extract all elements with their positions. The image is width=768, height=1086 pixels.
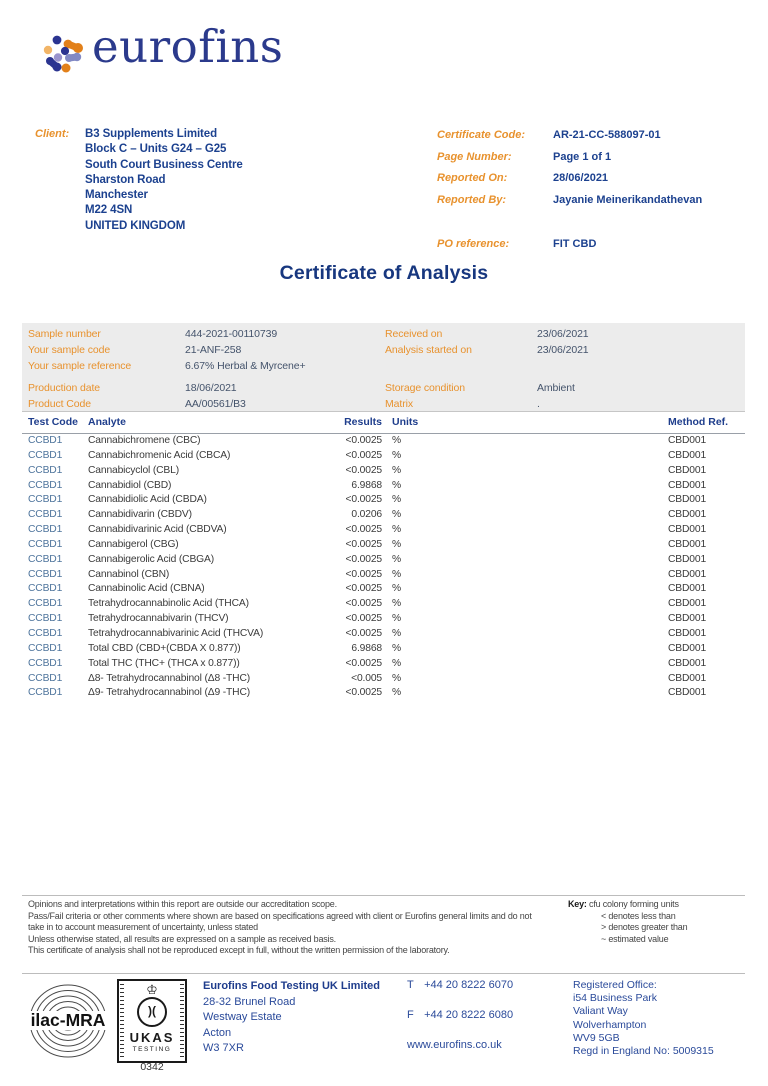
field-value: .: [537, 398, 540, 411]
table-row: [22, 508, 745, 523]
field-value: 23/06/2021: [537, 344, 589, 357]
footer-address-line: Westway Estate: [203, 1011, 282, 1023]
table-row: [22, 434, 745, 449]
meta-label: Reported By:: [437, 194, 507, 206]
footer-address-line: W3 7XR: [203, 1042, 244, 1054]
production-info-band: [22, 377, 745, 411]
table-row: [22, 597, 745, 612]
disclaimer-block: [28, 899, 532, 957]
result-cell: <0.0025: [345, 464, 382, 476]
table-row: [22, 479, 745, 494]
production-info-row: [22, 396, 745, 412]
table-row: [22, 493, 745, 508]
result-cell: <0.0025: [345, 524, 382, 536]
test-code-cell: CCBD1: [28, 613, 63, 625]
method-cell: CBD001: [668, 627, 707, 639]
key-block: [568, 899, 687, 945]
field-label: Storage condition: [385, 382, 466, 394]
sample-info-row: [22, 342, 745, 358]
ilac-mra-text: ilac-MRA: [30, 1010, 106, 1030]
field-label: Your sample code: [28, 344, 111, 357]
meta-row-reported-by: [437, 194, 703, 206]
units-cell: %: [392, 642, 402, 654]
method-cell: CBD001: [668, 449, 707, 461]
ukas-accreditation-number: 0342: [140, 1061, 164, 1073]
field-label: Product Code: [28, 398, 92, 411]
result-cell: <0.0025: [345, 435, 382, 446]
ukas-symbol-icon: )(: [137, 997, 167, 1027]
method-cell: CBD001: [668, 479, 707, 491]
ukas-name: UKAS: [129, 1030, 175, 1045]
key-line: ~ estimated value: [601, 933, 669, 944]
client-line: South Court Business Centre: [85, 158, 243, 171]
test-code-cell: CCBD1: [28, 568, 63, 580]
divider: [22, 895, 745, 896]
result-cell: 6.9868: [351, 479, 382, 491]
footer-telephone: [407, 979, 513, 991]
telephone-prefix: T: [407, 979, 414, 991]
units-cell: %: [392, 568, 402, 580]
result-cell: <0.0025: [345, 538, 382, 550]
units-cell: %: [392, 553, 402, 565]
eurofins-logo-icon: [30, 22, 92, 78]
ukas-subtitle: TESTING: [132, 1046, 172, 1053]
analyte-cell: Total CBD (CBD+(CBDA X 0.877)): [88, 642, 241, 654]
fax-number: +44 20 8222 6080: [424, 1009, 514, 1021]
table-row: [22, 627, 745, 642]
registered-office-line: WV9 5GB: [573, 1031, 620, 1044]
analyte-cell: Cannabidiol (CBD): [88, 479, 172, 491]
crown-icon: ♔: [146, 982, 158, 997]
results-table-body: [22, 434, 745, 701]
sample-info-row: [22, 358, 745, 374]
meta-value: 28/06/2021: [553, 172, 609, 184]
method-cell: CBD001: [668, 687, 707, 699]
key-label: Key:: [568, 899, 587, 909]
disclaimer-line: take in to account measurement of uncertainty, unless stated: [28, 922, 258, 933]
test-code-cell: CCBD1: [28, 479, 63, 491]
units-cell: %: [392, 524, 402, 536]
analyte-cell: Cannabigerolic Acid (CBGA): [88, 553, 215, 565]
client-line: M22 4SN: [85, 204, 133, 217]
test-code-cell: CCBD1: [28, 583, 63, 595]
column-header-results: Results: [344, 416, 382, 428]
method-cell: CBD001: [668, 613, 707, 625]
analyte-cell: Tetrahydrocannabinolic Acid (THCA): [88, 598, 249, 610]
client-line: Manchester: [85, 189, 148, 202]
method-cell: CBD001: [668, 568, 707, 580]
field-value: 6.67% Herbal & Myrcene+: [185, 360, 306, 373]
client-line: UNITED KINGDOM: [85, 219, 186, 232]
units-cell: %: [392, 598, 402, 610]
disclaimer-line: Pass/Fail criteria or other comments where shown are based on specifications agreed with client or Eurofins general limits and do not: [28, 910, 532, 921]
analyte-cell: Cannabidivarinic Acid (CBDVA): [88, 524, 227, 536]
result-cell: <0.0025: [345, 613, 382, 625]
field-label: Analysis started on: [385, 344, 472, 357]
table-row: [22, 642, 745, 657]
table-row: [22, 582, 745, 597]
production-info-row: [22, 380, 745, 396]
method-cell: CBD001: [668, 524, 707, 536]
field-value: 21-ANF-258: [185, 344, 242, 357]
client-line: Sharston Road: [85, 173, 166, 186]
registered-office-line: i54 Business Park: [573, 992, 658, 1005]
result-cell: <0.0025: [345, 627, 382, 639]
meta-row-page-number: [437, 151, 612, 163]
table-row: [22, 612, 745, 627]
registered-office-line: Regd in England No: 5009315: [573, 1045, 714, 1058]
method-cell: CBD001: [668, 538, 707, 550]
units-cell: %: [392, 583, 402, 595]
meta-label: PO reference:: [437, 238, 510, 250]
result-cell: <0.005: [351, 672, 382, 684]
table-row: [22, 449, 745, 464]
result-cell: <0.0025: [345, 687, 382, 699]
units-cell: %: [392, 449, 402, 461]
meta-row-certificate-code: [437, 129, 661, 141]
field-value: 18/06/2021: [185, 382, 237, 394]
units-cell: %: [392, 672, 402, 684]
meta-row-po-reference: [437, 238, 597, 250]
meta-label: Certificate Code:: [437, 129, 526, 141]
analyte-cell: Tetrahydrocannabivarinic Acid (THCVA): [88, 627, 264, 639]
field-label: Received on: [385, 328, 443, 340]
table-row: [22, 538, 745, 553]
method-cell: CBD001: [668, 583, 707, 595]
analyte-cell: Cannabidiolic Acid (CBDA): [88, 494, 207, 506]
field-value: AA/00561/B3: [185, 398, 246, 411]
field-label: Production date: [28, 382, 101, 394]
analyte-cell: Δ9- Tetrahydrocannabinol (Δ9 -THC): [88, 687, 251, 699]
result-cell: 6.9868: [351, 642, 382, 654]
column-header-method: Method Ref.: [668, 416, 729, 428]
units-cell: %: [392, 464, 402, 476]
column-header-units: Units: [392, 416, 419, 428]
result-cell: <0.0025: [345, 598, 382, 610]
eurofins-logo-wordmark: eurofins: [92, 20, 284, 73]
field-value: Ambient: [537, 382, 575, 394]
table-row: [22, 568, 745, 583]
page-title: Certificate of Analysis: [279, 262, 489, 284]
table-row: [22, 657, 745, 672]
result-cell: <0.0025: [345, 583, 382, 595]
table-row: [22, 464, 745, 479]
disclaimer-line: This certificate of analysis shall not be reproduced except in full, without the written permission of the laboratory.: [28, 945, 450, 956]
test-code-cell: CCBD1: [28, 494, 63, 506]
disclaimer-line: Opinions and interpretations within this report are outside our accreditation scope.: [28, 899, 337, 909]
units-cell: %: [392, 509, 402, 521]
registered-office-line: Valiant Way: [573, 1005, 628, 1018]
ukas-logo: [117, 979, 187, 1063]
ilac-mra-logo-icon: [26, 982, 110, 1060]
units-cell: %: [392, 613, 402, 625]
footer-website: www.eurofins.co.uk: [407, 1039, 502, 1051]
field-value: 23/06/2021: [537, 328, 589, 340]
sample-info-row: [22, 326, 745, 342]
method-cell: CBD001: [668, 464, 707, 476]
test-code-cell: CCBD1: [28, 687, 63, 699]
analyte-cell: Cannabigerol (CBG): [88, 538, 179, 550]
meta-value: AR-21-CC-588097-01: [553, 129, 661, 141]
footer-address-line: 28-32 Brunel Road: [203, 995, 296, 1008]
test-code-cell: CCBD1: [28, 509, 63, 521]
analyte-cell: Cannabichromene (CBC): [88, 435, 201, 446]
analyte-cell: Cannabinol (CBN): [88, 568, 170, 580]
divider: [22, 973, 745, 974]
units-cell: %: [392, 538, 402, 550]
method-cell: CBD001: [668, 672, 707, 684]
field-label: Matrix: [385, 398, 413, 411]
footer-company-name: Eurofins Food Testing UK Limited: [203, 980, 381, 992]
units-cell: %: [392, 627, 402, 639]
client-address-block: [85, 127, 243, 234]
result-cell: 0.0206: [351, 509, 382, 521]
key-first-line: [568, 899, 687, 911]
footer-fax: [407, 1009, 513, 1021]
method-cell: CBD001: [668, 553, 707, 565]
field-value: 444-2021-00110739: [185, 328, 278, 340]
field-label: Sample number: [28, 328, 101, 340]
footer-company-block: [203, 979, 380, 1057]
table-row: [22, 672, 745, 687]
method-cell: CBD001: [668, 642, 707, 654]
client-label: Client:: [35, 128, 70, 140]
test-code-cell: CCBD1: [28, 672, 63, 684]
analyte-cell: Cannabicyclol (CBL): [88, 464, 180, 476]
method-cell: CBD001: [668, 435, 707, 446]
footer-registered-office-block: [573, 979, 714, 1058]
method-cell: CBD001: [668, 657, 707, 669]
test-code-cell: CCBD1: [28, 553, 63, 565]
method-cell: CBD001: [668, 494, 707, 506]
table-row: [22, 553, 745, 568]
method-cell: CBD001: [668, 598, 707, 610]
units-cell: %: [392, 435, 402, 446]
result-cell: <0.0025: [345, 494, 382, 506]
disclaimer-line: Unless otherwise stated, all results are expressed on a sample as received basis.: [28, 933, 336, 944]
meta-label: Page Number:: [437, 151, 512, 163]
test-code-cell: CCBD1: [28, 464, 63, 476]
sample-info-band: [22, 323, 745, 377]
test-code-cell: CCBD1: [28, 627, 63, 639]
client-line: B3 Supplements Limited: [85, 128, 217, 140]
meta-row-reported-on: [437, 172, 609, 184]
registered-office-line: Registered Office:: [573, 979, 657, 991]
result-cell: <0.0025: [345, 657, 382, 669]
fax-prefix: F: [407, 1009, 414, 1021]
meta-value: FIT CBD: [553, 238, 597, 250]
registered-office-line: Wolverhampton: [573, 1018, 647, 1031]
analyte-cell: Cannabinolic Acid (CBNA): [88, 583, 205, 595]
client-line: Block C – Units G24 – G25: [85, 143, 227, 156]
meta-value: Jayanie Meinerikandathevan: [553, 194, 703, 206]
analyte-cell: Total THC (THC+ (THCA x 0.877)): [88, 657, 240, 669]
method-cell: CBD001: [668, 509, 707, 521]
units-cell: %: [392, 479, 402, 491]
units-cell: %: [392, 494, 402, 506]
field-label: Your sample reference: [28, 360, 132, 373]
test-code-cell: CCBD1: [28, 538, 63, 550]
units-cell: %: [392, 657, 402, 669]
test-code-cell: CCBD1: [28, 524, 63, 536]
result-cell: <0.0025: [345, 449, 382, 461]
table-row: [22, 523, 745, 538]
key-line: < denotes less than: [601, 910, 676, 921]
analyte-cell: Tetrahydrocannabivarin (THCV): [88, 613, 229, 625]
test-code-cell: CCBD1: [28, 449, 63, 461]
table-row: [22, 686, 745, 701]
result-cell: <0.0025: [345, 553, 382, 565]
analyte-cell: Cannabidivarin (CBDV): [88, 509, 192, 521]
test-code-cell: CCBD1: [28, 657, 63, 669]
analyte-cell: Δ8- Tetrahydrocannabinol (Δ8 -THC): [88, 672, 251, 684]
meta-value: Page 1 of 1: [553, 151, 612, 163]
test-code-cell: CCBD1: [28, 435, 63, 446]
key-line: > denotes greater than: [601, 922, 688, 933]
telephone-number: +44 20 8222 6070: [424, 979, 514, 991]
analyte-cell: Cannabichromenic Acid (CBCA): [88, 449, 231, 461]
column-header-analyte: Analyte: [88, 416, 126, 428]
units-cell: %: [392, 687, 402, 699]
test-code-cell: CCBD1: [28, 642, 63, 654]
test-code-cell: CCBD1: [28, 598, 63, 610]
result-cell: <0.0025: [345, 568, 382, 580]
meta-label: Reported On:: [437, 172, 508, 184]
column-header-test-code: Test Code: [28, 416, 78, 428]
footer-address-line: Acton: [203, 1026, 232, 1039]
key-cfu-note: cfu colony forming units: [589, 899, 679, 909]
results-table-header: [22, 411, 745, 434]
